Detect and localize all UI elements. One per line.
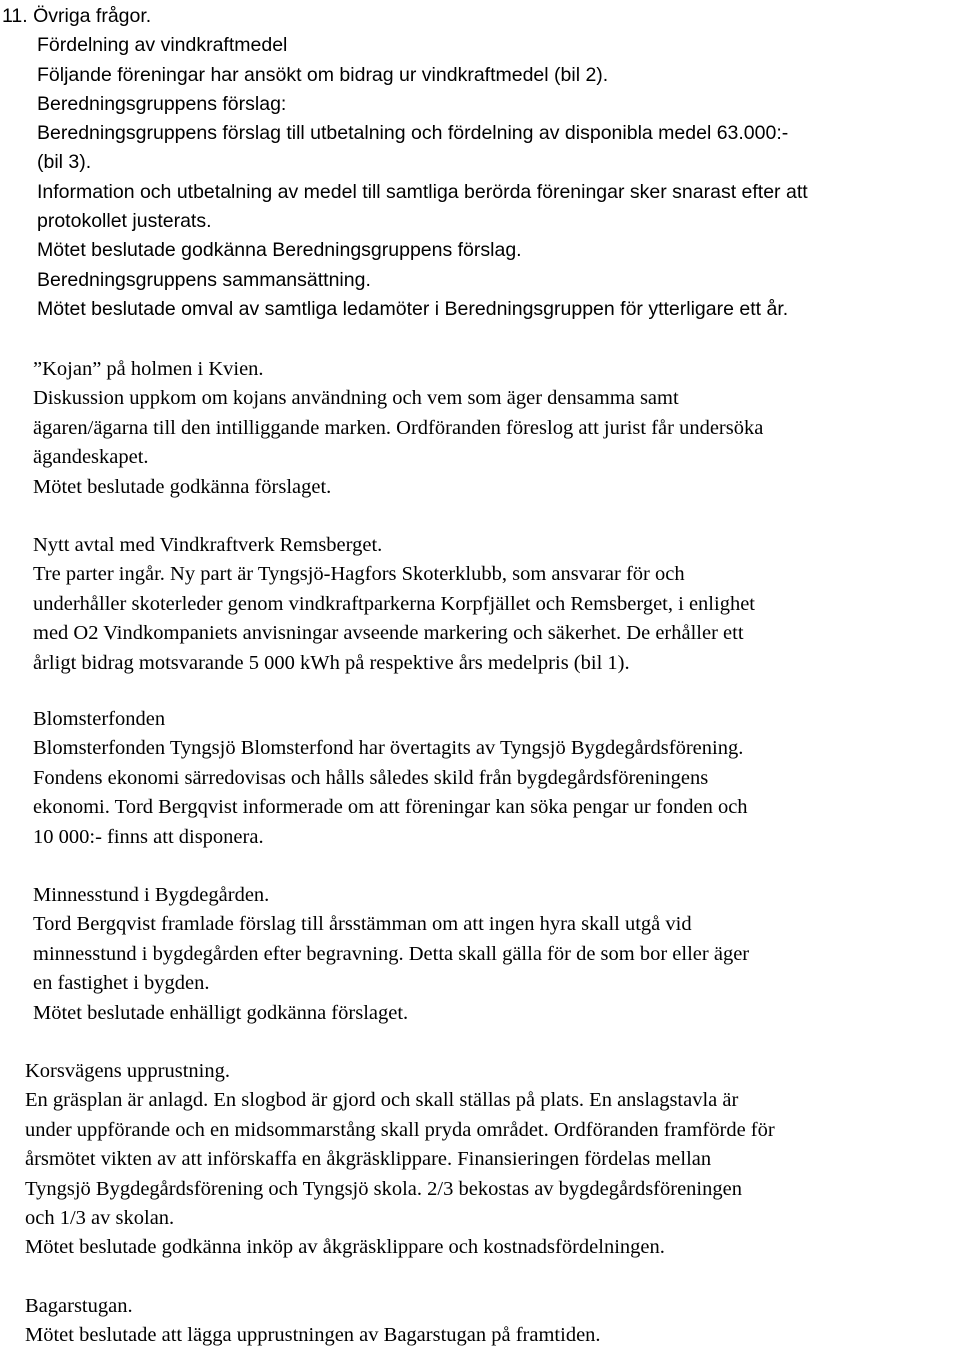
paragraph-line: 10 000:- finns att disponera. (33, 825, 264, 848)
section-title: Minnesstund i Bygdegården. (33, 884, 270, 906)
paragraph-line: Mötet beslutade godkänna inköp av åkgräsklippare och kostnadsfördelningen. (25, 1236, 665, 1259)
paragraph-line: underhåller skoterleder genom vindkraftparkerna Korpfjället och Remsberget, i enlighet (33, 592, 755, 615)
paragraph-line: Tord Bergqvist framlade förslag till årsstämman om att ingen hyra skall utgå vid (33, 913, 692, 936)
paragraph-line: (bil 3). (37, 151, 92, 174)
paragraph-line: Beredningsgruppens förslag till utbetalning och fördelning av disponibla medel 63.000:- (37, 122, 789, 145)
paragraph-line: Mötet beslutade enhälligt godkänna förslaget. (33, 1001, 409, 1024)
section-bagarstugan (25, 1292, 601, 1351)
paragraph-line: Fondens ekonomi särredovisas och hålls således skild från bygdegårdsföreningens (33, 766, 709, 789)
paragraph-line: Följande föreningar har ansökt om bidrag ur vindkraftmedel (bil 2). (37, 63, 609, 86)
paragraph-line: en fastighet i bygden. (33, 972, 210, 995)
paragraph-line: ägandeskapet. (33, 446, 149, 469)
section-minnesstund (33, 881, 749, 1028)
section-korsvagen (25, 1057, 775, 1263)
paragraph-line: årsmötet vikten av att införskaffa en åkgräsklippare. Finansieringen fördelas mellan (25, 1148, 712, 1171)
paragraph-line: Diskussion uppkom om kojans användning och vem som äger densamma samt (33, 387, 679, 410)
section-title: ”Kojan” på holmen i Kvien. (33, 358, 264, 380)
section-vindkraftverk (33, 531, 755, 678)
section-blomsterfonden (33, 705, 748, 852)
paragraph-line: Beredningsgruppens förslag: (37, 92, 287, 115)
paragraph-line: Mötet beslutade omval av samtliga ledamöter i Beredningsgruppen för ytterligare ett år. (37, 297, 789, 320)
section-11 (0, 2, 808, 324)
paragraph-line: En gräsplan är anlagd. En slogbod är gjord och skall ställas på plats. En anslagstavla är (25, 1089, 739, 1112)
paragraph-line: Tre parter ingår. Ny part är Tyngsjö-Hagfors Skoterklubb, som ansvarar för och (33, 563, 685, 586)
paragraph-line: protokollet justerats. (37, 210, 212, 233)
paragraph-line: Blomsterfonden Tyngsjö Blomsterfond har övertagits av Tyngsjö Bygdegårdsförening. (33, 737, 744, 760)
paragraph-line: ekonomi. Tord Bergqvist informerade om att föreningar kan söka pengar ur fonden och (33, 796, 748, 819)
paragraph-line: med O2 Vindkompaniets anvisningar avseende markering och säkerhet. De erhåller ett (33, 622, 744, 645)
paragraph-line: och 1/3 av skolan. (25, 1207, 175, 1230)
paragraph-line: minnesstund i bygdegården efter begravning. Detta skall gälla för de som bor eller äger (33, 942, 750, 965)
section-title: Bagarstugan. (25, 1295, 133, 1317)
section-title: Korsvägens upprustning. (25, 1060, 230, 1082)
paragraph-line: Information och utbetalning av medel till samtliga berörda föreningar sker snarast efter att (37, 180, 808, 203)
paragraph-line: Tyngsjö Bygdegårdsförening och Tyngsjö skola. 2/3 bekostas av bygdegårdsföreningen (25, 1177, 742, 1200)
section-kojan (33, 355, 763, 502)
paragraph-line: ägaren/ägarna till den intilliggande marken. Ordföranden föreslog att jurist får undersöka (33, 416, 764, 439)
section-heading: 11. Övriga frågor. (2, 5, 152, 27)
paragraph-line: Beredningsgruppens sammansättning. (37, 268, 371, 291)
section-title: Nytt avtal med Vindkraftverk Remsberget. (33, 534, 383, 556)
section-title: Blomsterfonden (33, 708, 166, 730)
paragraph-line: Mötet beslutade att lägga upprustningen av Bagarstugan på framtiden. (25, 1324, 601, 1347)
paragraph-line: Mötet beslutade godkänna förslaget. (33, 475, 332, 498)
paragraph-line: under uppförande och en midsommarstång skall pryda området. Ordföranden framförde för (25, 1118, 775, 1141)
paragraph-line: Fördelning av vindkraftmedel (37, 34, 288, 57)
paragraph-line: årligt bidrag motsvarande 5 000 kWh på respektive års medelpris (bil 1). (33, 651, 630, 674)
paragraph-line: Mötet beslutade godkänna Beredningsgruppens förslag. (37, 239, 522, 262)
